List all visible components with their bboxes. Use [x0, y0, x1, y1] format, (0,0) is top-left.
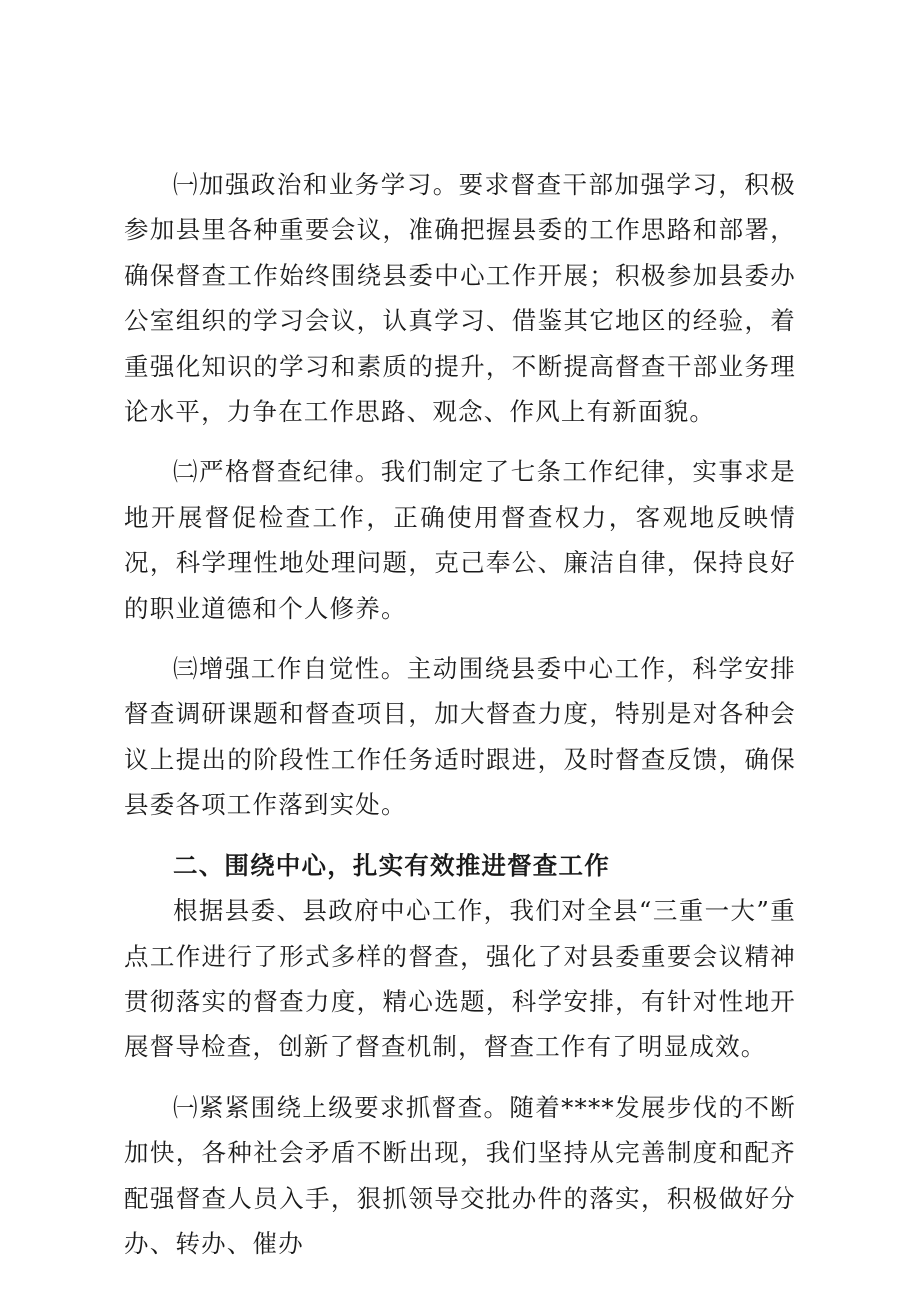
paragraph-spacer [124, 434, 796, 449]
paragraph-spacer [124, 828, 796, 843]
paragraph-spacer [124, 1070, 796, 1085]
paragraph-section-intro: 根据县委、县政府中心工作，我们对全县“三重一大”重点工作进行了形式多样的督查，强化了对县委重要会议精神贯彻落实的督查力度，精心选题，科学安排，有针对性地开展督导检查，创新了督查机制，督查工作有了明显成效。 [124, 896, 796, 1062]
paragraph-superior-requirements: ㈠紧紧围绕上级要求抓督查。随着****发展步伐的不断加快，各种社会矛盾不断出现，我们坚持从完善制度和配齐配强督查人员入手，狠抓领导交批办件的落实，积极做好分办、转办、催办 [124, 1092, 796, 1258]
document-body [124, 162, 796, 1266]
section-heading: 二、围绕中心，扎实有效推进督查工作 [173, 850, 610, 880]
paragraph-self-awareness: ㈢增强工作自觉性。主动围绕县委中心工作，科学安排督查调研课题和督查项目，加大督查力度，特别是对各种会议上提出的阶段性工作任务适时跟进，及时督查反馈，确保县委各项工作落到实处。 [124, 654, 796, 820]
paragraph-discipline: ㈡严格督查纪律。我们制定了七条工作纪律，实事求是地开展督促检查工作，正确使用督查权力，客观地反映情况，科学理性地处理问题，克己奉公、廉洁自律，保持良好的职业道德和个人修养。 [124, 457, 796, 623]
paragraph-strengthen-study: ㈠加强政治和业务学习。要求督查干部加强学习，积极参加县里各种重要会议，准确把握县委的工作思路和部署，确保督查工作始终围绕县委中心工作开展；积极参加县委办公室组织的学习会议，认真学习、借鉴其它地区的经验，着重强化知识的学习和素质的提升，不断提高督查干部业务理论水平，力争在工作思路、观念、作风上有新面貌。 [124, 170, 796, 427]
paragraph-spacer [124, 631, 796, 646]
